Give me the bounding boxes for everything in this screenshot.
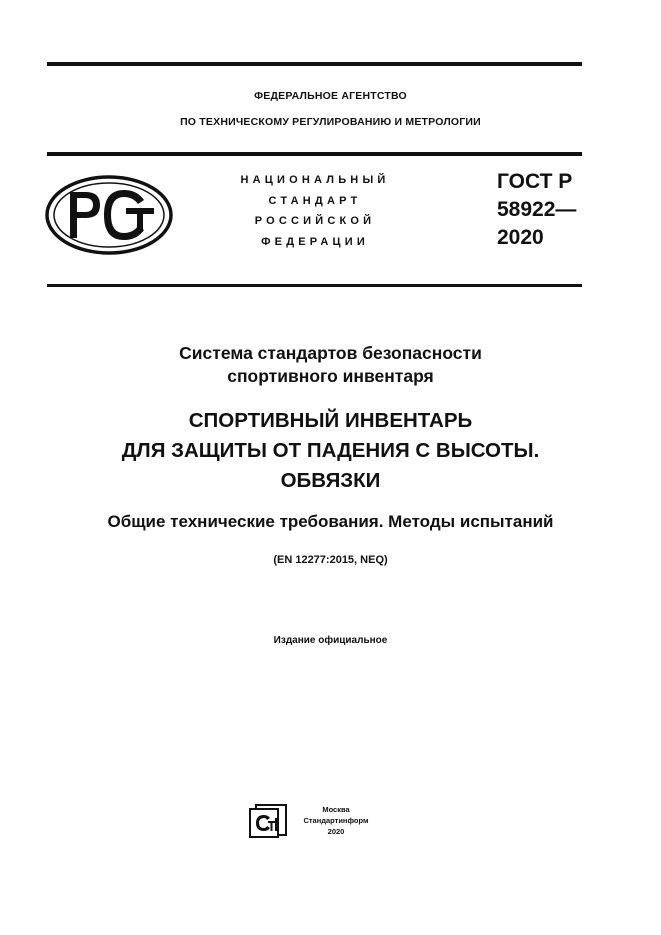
- block-rule: [47, 284, 582, 287]
- document-subtitle: Общие технические требования. Методы испытаний: [107, 512, 554, 531]
- agency-line-1: ФЕДЕРАЛЬНОЕ АГЕНТСТВО: [254, 90, 407, 102]
- imprint-year: 2020: [327, 827, 345, 836]
- standard-type: [200, 170, 430, 252]
- edition-note: Издание официальное: [273, 635, 388, 646]
- imprint: [296, 804, 376, 837]
- imprint-city: Москва: [322, 805, 350, 814]
- header-rule: [47, 152, 582, 156]
- standard-type-line: НАЦИОНАЛЬНЫЙ: [240, 174, 390, 186]
- series-line: Система стандартов безопасности: [179, 343, 482, 363]
- series-line: спортивного инвентаря: [227, 366, 434, 386]
- standard-type-line: РОССИЙСКОЙ: [254, 215, 376, 227]
- designation-line: 58922—: [497, 198, 577, 221]
- title-line: ОБВЯЗКИ: [280, 469, 381, 492]
- top-rule: [47, 62, 582, 66]
- designation-line: 2020: [497, 226, 544, 249]
- series-title: [0, 342, 661, 388]
- title-line: ДЛЯ ЗАЩИТЫ ОТ ПАДЕНИЯ С ВЫСОТЫ.: [121, 439, 540, 462]
- standartinform-logo-icon: [248, 804, 288, 838]
- agency-line-2: ПО ТЕХНИЧЕСКОМУ РЕГУЛИРОВАНИЮ И МЕТРОЛОГИИ: [180, 116, 481, 128]
- designation-line: ГОСТ Р: [497, 170, 573, 193]
- title-line: СПОРТИВНЫЙ ИНВЕНТАРЬ: [188, 409, 473, 432]
- reference-standard: (EN 12277:2015, NEQ): [273, 554, 388, 566]
- standard-designation: [497, 168, 576, 252]
- rst-logo-icon: [44, 174, 174, 256]
- document-title: [0, 406, 661, 496]
- standard-type-line: СТАНДАРТ: [268, 194, 362, 207]
- imprint-publisher: Стандартинформ: [303, 816, 369, 825]
- standard-type-line: ФЕДЕРАЦИИ: [261, 235, 369, 248]
